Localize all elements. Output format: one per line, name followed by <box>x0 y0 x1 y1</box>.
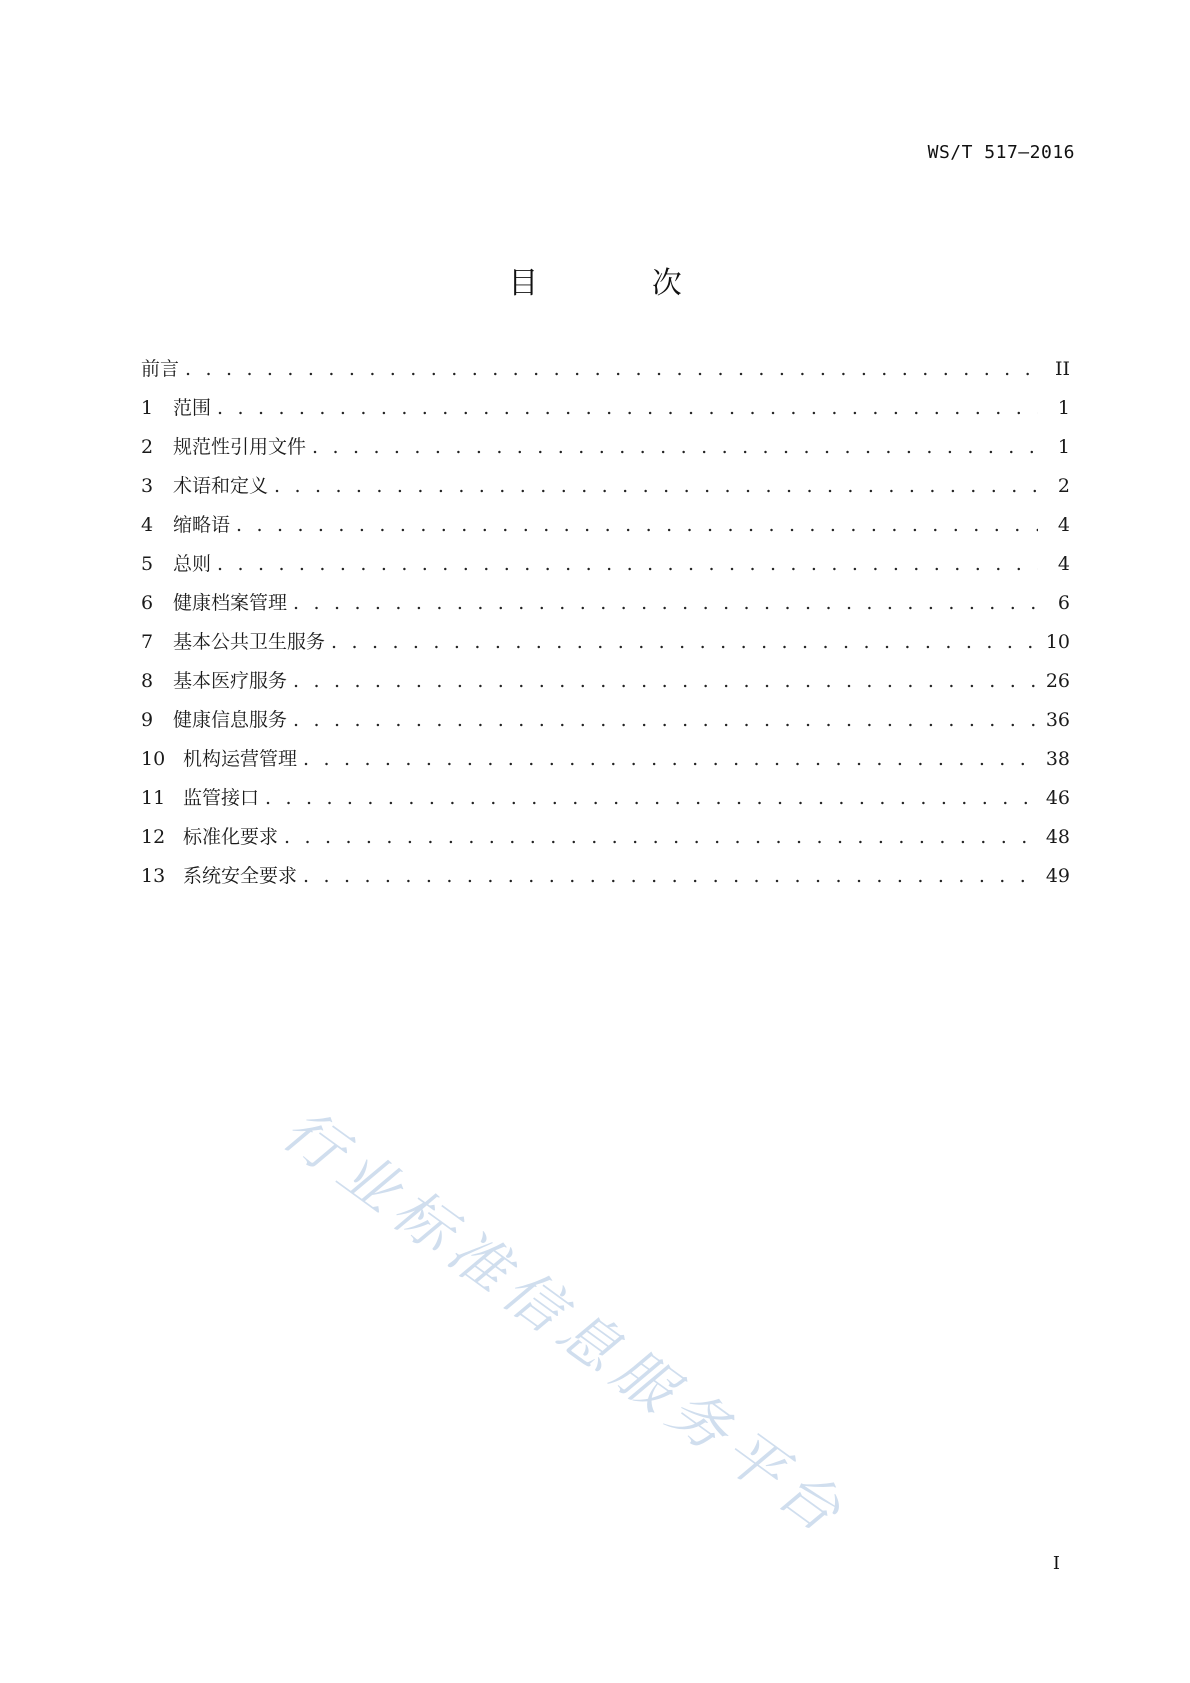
dot-leader <box>293 709 1038 731</box>
toc-entry-label: 标准化要求 <box>183 826 279 848</box>
toc-entry[interactable] <box>141 358 1070 397</box>
dot-leader <box>293 592 1038 614</box>
dot-leader <box>236 514 1038 536</box>
toc-entry-number: 5 <box>141 553 154 575</box>
toc-entry-page: 46 <box>1045 787 1070 809</box>
toc-entry-label: 机构运营管理 <box>183 748 298 770</box>
toc-entry-page: 4 <box>1057 553 1070 575</box>
dot-leader <box>284 826 1038 848</box>
toc-entry-number: 6 <box>141 592 154 614</box>
toc-entry[interactable] <box>141 865 1070 904</box>
watermark: 行业标准信息服务平台 <box>270 1095 861 1551</box>
toc-entry[interactable] <box>141 787 1070 826</box>
toc-entry[interactable] <box>141 709 1070 748</box>
toc-entry[interactable] <box>141 748 1070 787</box>
toc-entry-label: 健康档案管理 <box>173 592 288 614</box>
dot-leader <box>265 787 1038 809</box>
toc-entry[interactable] <box>141 826 1070 865</box>
toc-entry[interactable] <box>141 631 1070 670</box>
toc-entry-page: 4 <box>1057 514 1070 536</box>
dot-leader <box>217 397 1038 419</box>
toc-entry[interactable] <box>141 670 1070 709</box>
toc-entry-number: 12 <box>141 826 166 848</box>
dot-leader <box>303 865 1038 887</box>
toc-entry[interactable] <box>141 397 1070 436</box>
toc-entry-page: 48 <box>1045 826 1070 848</box>
dot-leader <box>217 553 1038 575</box>
toc-entry-number: 4 <box>141 514 154 536</box>
dot-leader <box>312 436 1038 458</box>
toc-entry[interactable] <box>141 475 1070 514</box>
toc-entry-label: 系统安全要求 <box>183 865 298 887</box>
toc-entry-page: 38 <box>1045 748 1070 770</box>
toc-entry-page: 1 <box>1057 397 1070 419</box>
toc-entry-number: 2 <box>141 436 154 458</box>
toc-entry-page: 49 <box>1045 865 1070 887</box>
table-of-contents <box>141 358 1070 904</box>
toc-entry-label: 规范性引用文件 <box>173 436 307 458</box>
toc-entry-label: 基本公共卫生服务 <box>173 631 326 653</box>
page-number: I <box>1052 1553 1060 1574</box>
dot-leader <box>185 358 1038 380</box>
toc-entry[interactable] <box>141 436 1070 475</box>
toc-entry-page: II <box>1054 358 1070 380</box>
toc-entry-label: 监管接口 <box>183 787 260 809</box>
standard-code: WS/T 517—2016 <box>927 142 1075 163</box>
toc-entry-page: 36 <box>1045 709 1070 731</box>
toc-entry-number: 1 <box>141 397 154 419</box>
toc-entry-label: 范围 <box>173 397 212 419</box>
toc-entry-label: 健康信息服务 <box>173 709 288 731</box>
page-title: 目 次 <box>508 266 734 301</box>
toc-entry-number: 8 <box>141 670 154 692</box>
toc-entry-number: 13 <box>141 865 166 887</box>
toc-entry-number: 9 <box>141 709 154 731</box>
dot-leader <box>331 631 1038 653</box>
toc-entry-label: 总则 <box>173 553 212 575</box>
toc-entry-page: 2 <box>1057 475 1070 497</box>
toc-entry-label: 基本医疗服务 <box>173 670 288 692</box>
toc-entry-number: 7 <box>141 631 154 653</box>
toc-entry-page: 10 <box>1045 631 1070 653</box>
toc-entry[interactable] <box>141 514 1070 553</box>
toc-entry[interactable] <box>141 592 1070 631</box>
toc-entry-page: 26 <box>1045 670 1070 692</box>
toc-entry[interactable] <box>141 553 1070 592</box>
toc-entry-number: 11 <box>141 787 166 809</box>
dot-leader <box>303 748 1038 770</box>
toc-entry-number: 3 <box>141 475 154 497</box>
toc-entry-label: 术语和定义 <box>173 475 269 497</box>
dot-leader <box>293 670 1038 692</box>
toc-entry-label: 前言 <box>141 358 180 380</box>
toc-entry-label: 缩略语 <box>173 514 231 536</box>
dot-leader <box>274 475 1038 497</box>
toc-entry-page: 1 <box>1057 436 1070 458</box>
toc-entry-number: 10 <box>141 748 166 770</box>
toc-entry-page: 6 <box>1057 592 1070 614</box>
